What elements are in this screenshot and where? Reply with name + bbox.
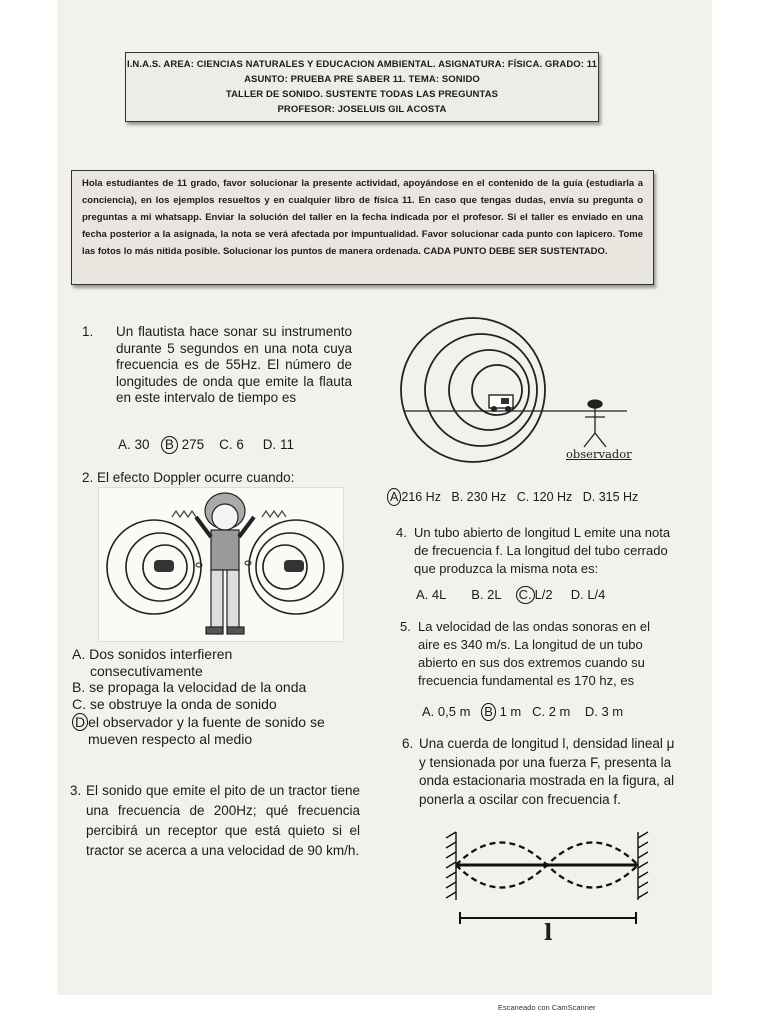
scanner-footer: Escaneado con CamScanner bbox=[498, 1003, 596, 1012]
q1-circled-answer: B bbox=[161, 436, 178, 454]
q5-number: 5. bbox=[400, 619, 411, 634]
q4-option-a: A. 4L bbox=[416, 587, 446, 602]
q6-text-line: y tensionada por una fuerza F, presenta la bbox=[419, 754, 672, 770]
q5-option-a: A. 0,5 m bbox=[422, 704, 471, 719]
q2-option-d-cont: mueven respecto al medio bbox=[88, 730, 253, 747]
q3-number: 3. bbox=[70, 783, 82, 798]
q4-circled-answer: C. bbox=[516, 586, 535, 604]
q6-text-line: onda estacionaria mostrada en la figura, al bbox=[419, 773, 675, 788]
q6-text-line: Una cuerda de longitud l, densidad lineal μ bbox=[419, 736, 675, 751]
q5-option-c: C. 2 m bbox=[532, 704, 571, 719]
q4-number: 4. bbox=[396, 525, 407, 540]
header-box bbox=[125, 52, 599, 122]
q3-option-a: A 216 Hz bbox=[387, 490, 441, 504]
q5-text-line: abierto en sus dos extremos cuando su bbox=[418, 655, 645, 670]
q4-option-c: C. L/2 bbox=[516, 587, 553, 602]
q4-options bbox=[416, 586, 605, 604]
q5-text-line: frecuencia fundamental es 170 hz, es bbox=[418, 673, 635, 688]
q2-option-b: B. se propaga la velocidad de la onda bbox=[72, 679, 307, 696]
intro-box: Hola estudiantes de 11 grado, favor solucionar la presente actividad, apoyándose en el contenido de la guía (estudiarla a conciencia), en los ejemplos resueltos y en cualquier libro de física 11. En caso que tengas dudas, envía su pregunta o preguntas a mi whatsapp. Enviar la solución del taller en la fecha indicada por el profesor. Si el taller es enviado en una fecha posterior a la asignada, la nota se verá afectada por impuntualidad. Favor solucionar cada punto con lapicero. Tome las fotos lo más nitida posible. Solucionar los puntos de manera ordenada. CADA PUNTO DEBE SER SUSTENTADO. bbox=[71, 170, 654, 285]
q5-options bbox=[422, 703, 623, 721]
q3-option-d: D. 315 Hz bbox=[582, 490, 639, 504]
q2-circled-answer: D bbox=[72, 713, 88, 731]
q5-option-d: D. 3 m bbox=[584, 704, 624, 719]
string-length-label: l bbox=[544, 920, 553, 946]
q4-option-b: B. 2L bbox=[471, 587, 502, 602]
doppler-effect-figure bbox=[98, 487, 344, 642]
q3-circled-answer: A bbox=[387, 488, 401, 506]
observer-label: observador bbox=[566, 447, 632, 461]
q3-options bbox=[387, 488, 638, 506]
q2-option-a: A. Dos sonidos interfieren bbox=[72, 646, 233, 662]
q1-option-b: B 275 bbox=[161, 437, 204, 452]
q2-option-a-cont: consecutivamente bbox=[90, 662, 203, 679]
observer-stick-figure bbox=[584, 400, 606, 447]
header-line-1: I.N.A.S. AREA: CIENCIAS NATURALES Y EDUCACION AMBIENTAL. ASIGNATURA: FÍSICA. GRADO: 11 bbox=[126, 59, 598, 70]
q5-text-line: La velocidad de las ondas sonoras en el bbox=[418, 619, 650, 634]
q2-option-d: D el observador y la fuente de sonido se bbox=[72, 713, 325, 731]
q5-text bbox=[418, 618, 680, 690]
q3-text: El sonido que emite el pito de un tractor tiene una frecuencia de 200Hz; qué frecuencia percibirá un receptor que está quieto si el tractor se acerca a una velocidad de 90 km/h. bbox=[86, 783, 360, 858]
q5-circled-answer: B bbox=[481, 703, 496, 721]
q3-option-c: C. 120 Hz bbox=[516, 490, 573, 504]
header-line-2: ASUNTO: PRUEBA PRE SABER 11. TEMA: SONIDO bbox=[244, 74, 480, 85]
q4-option-d: D. L/4 bbox=[570, 587, 606, 602]
q6-text-line: ponerla a oscilar con frecuencia f. bbox=[419, 791, 621, 807]
q1-number: 1. bbox=[82, 324, 94, 339]
q1-text: Un flautista hace sonar su instrumento durante 5 segundos en una nota cuya frecuencia es de 55Hz. El número de longitudes de onda que emite la flauta en este intervalo de tiempo es bbox=[116, 324, 352, 405]
q6-number: 6. bbox=[402, 736, 414, 751]
q2-options bbox=[72, 646, 325, 748]
q5-text-line: aire es 340 m/s. La longitud de un tubo bbox=[418, 637, 643, 652]
q2-text: 2. El efecto Doppler ocurre cuando: bbox=[82, 470, 295, 485]
q1-option-c: C. 6 bbox=[219, 437, 244, 452]
q2-option-c: C. se obstruye la onda de sonido bbox=[72, 696, 277, 713]
header-line-4: PROFESOR: JOSELUIS GIL ACOSTA bbox=[277, 104, 447, 115]
q1-option-a: A. 30 bbox=[118, 437, 150, 452]
header-line-3: TALLER DE SONIDO. SUSTENTE TODAS LAS PREGUNTAS bbox=[225, 89, 499, 100]
doppler-circles-figure bbox=[395, 313, 635, 468]
q3-option-b: B. 230 Hz bbox=[451, 490, 507, 504]
q1-options bbox=[118, 436, 294, 454]
q6-text bbox=[419, 735, 689, 809]
q5-option-b: B 1 m bbox=[481, 704, 521, 719]
q4-text: Un tubo abierto de longitud L emite una nota de frecuencia f. La longitud del tubo cerrado que produzca la misma nota es: bbox=[414, 525, 671, 576]
q1-option-d: D. 11 bbox=[262, 437, 294, 452]
car-icon bbox=[489, 395, 513, 412]
